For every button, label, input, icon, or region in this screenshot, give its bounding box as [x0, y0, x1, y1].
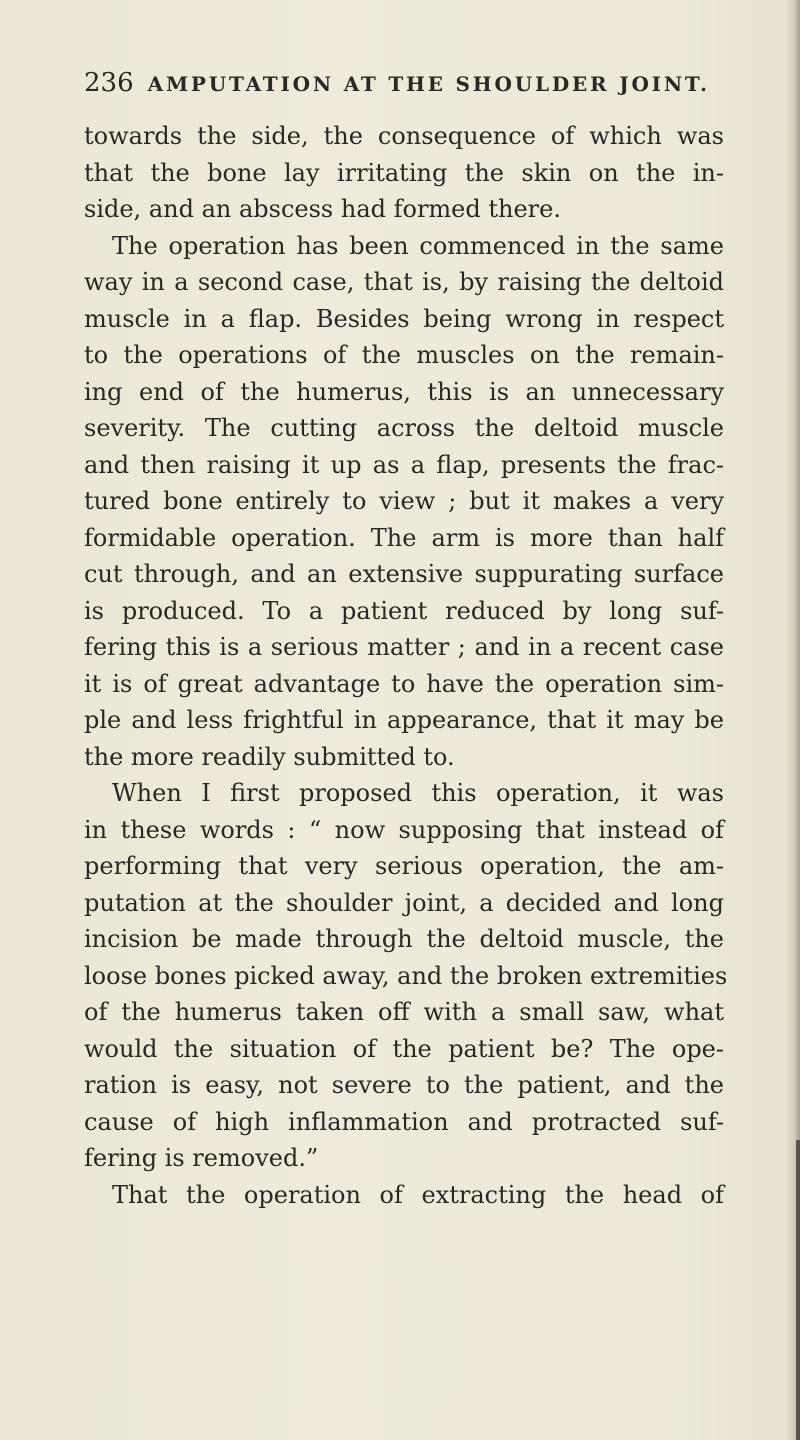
text-line: The operation has been commenced in the same: [112, 231, 724, 260]
text-line: of the humerus taken off with a small saw, what: [84, 998, 724, 1026]
text-line: would the situation of the patient be? The ope-: [84, 1034, 724, 1063]
text-line: cause of high inflammation and protracted suf-: [84, 1107, 724, 1136]
text-line: towards the side, the consequence of which was: [84, 122, 724, 150]
text-line: putation at the shoulder joint, a decided and long: [84, 888, 724, 917]
text-line: severity. The cutting across the deltoid muscle: [84, 414, 724, 442]
text-line: ing end of the humerus, this is an unnecessary: [84, 377, 724, 406]
text-line: incision be made through the deltoid muscle, the: [84, 925, 724, 953]
text-line: tured bone entirely to view ; but it makes a very: [84, 487, 724, 515]
text-line: fering this is a serious matter ; and in a recent case: [84, 633, 724, 661]
text-line: in these words : “ now supposing that instead of: [84, 815, 724, 844]
running-head: AMPUTATION AT THE SHOULDER JOINT.: [147, 72, 710, 96]
text-line: muscle in a flap. Besides being wrong in respect: [84, 304, 724, 333]
text-line: ration is easy, not severe to the patient, and the: [84, 1071, 724, 1099]
text-line: way in a second case, that is, by raising the deltoid: [84, 268, 724, 296]
body-text: [84, 118, 728, 1213]
page-edge-strip: [796, 1140, 800, 1440]
text-line: ple and less frightful in appearance, that it may be: [84, 706, 724, 734]
text-line: loose bones picked away, and the broken extremities: [84, 961, 728, 990]
page-header: [84, 68, 724, 98]
text-line: that the bone lay irritating the skin on the in-: [84, 158, 724, 187]
text-line: the more readily submitted to.: [84, 742, 455, 771]
text-line: That the operation of extracting the head of: [112, 1180, 724, 1209]
text-line: side, and an abscess had formed there.: [84, 195, 561, 223]
page-number: 236: [84, 68, 134, 98]
text-line: to the operations of the muscles on the remain-: [84, 341, 724, 369]
text-line: performing that very serious operation, the am-: [84, 852, 724, 880]
text-line: is produced. To a patient reduced by long suf-: [84, 596, 724, 625]
text-line: fering is removed.”: [84, 1144, 319, 1172]
text-line: cut through, and an extensive suppurating surface: [84, 560, 724, 588]
text-line: and then raising it up as a flap, presents the frac-: [84, 450, 724, 479]
text-line: it is of great advantage to have the operation sim-: [84, 669, 724, 698]
text-line: When I first proposed this operation, it was: [112, 779, 724, 807]
text-line: formidable operation. The arm is more than half: [84, 523, 724, 552]
